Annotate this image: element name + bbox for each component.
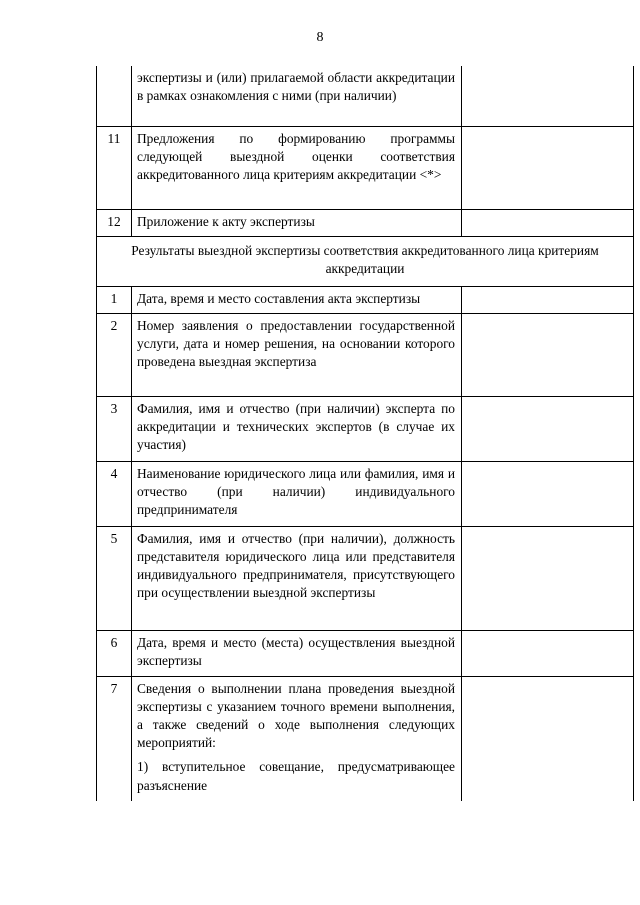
- row-number: 7: [97, 676, 132, 801]
- row-text: экспертизы и (или) прилагаемой области аккредитации в рамках ознакомления с ними (при наличии): [132, 66, 462, 126]
- row-text: Дата, время и место составления акта экспертизы: [132, 286, 462, 313]
- value-cell: [462, 126, 634, 209]
- row-text: Номер заявления о предоставлении государственной услуги, дата и номер решения, на основании которого проведена выездная экспертиза: [132, 313, 462, 396]
- section-heading: Результаты выездной экспертизы соответствия аккредитованного лица критериям аккредитации: [97, 236, 634, 286]
- row-number: 4: [97, 461, 132, 526]
- value-cell: [462, 676, 634, 801]
- value-cell: [462, 526, 634, 630]
- value-cell: [462, 286, 634, 313]
- value-cell: [462, 66, 634, 126]
- row-text-group: [132, 676, 462, 801]
- table-row: [97, 313, 634, 396]
- row-number: 1: [97, 286, 132, 313]
- row-text: Приложение к акту экспертизы: [132, 209, 462, 236]
- value-cell: [462, 209, 634, 236]
- row-text: Предложения по формированию программы следующей выездной оценки соответствия аккредитованного лица критериям аккредитации <*>: [132, 126, 462, 209]
- table-row: [97, 209, 634, 236]
- value-cell: [462, 313, 634, 396]
- value-cell: [462, 461, 634, 526]
- row-text: Фамилия, имя и отчество (при наличии) эксперта по аккредитации и технических экспертов (в случае их участия): [132, 396, 462, 461]
- table-row: [97, 396, 634, 461]
- row-text: Наименование юридического лица или фамилия, имя и отчество (при наличии) индивидуального предпринимателя: [132, 461, 462, 526]
- expertise-act-table: [96, 66, 634, 801]
- table-row: [97, 66, 634, 126]
- table-row: [97, 526, 634, 630]
- row-number: [97, 66, 132, 126]
- row-number: 5: [97, 526, 132, 630]
- row-number: 12: [97, 209, 132, 236]
- row-text: Сведения о выполнении плана проведения выездной экспертизы с указанием точного времени выполнения, а также сведений о ходе выполнения следующих мероприятий:: [137, 680, 455, 751]
- table-row: [97, 630, 634, 676]
- value-cell: [462, 396, 634, 461]
- row-text: Дата, время и место (места) осуществления выездной экспертизы: [132, 630, 462, 676]
- row-number: 2: [97, 313, 132, 396]
- row-subtext: 1) вступительное совещание, предусматривающее разъяснение: [137, 759, 455, 793]
- row-number: 6: [97, 630, 132, 676]
- page-number: 8: [316, 30, 324, 45]
- table-row: [97, 126, 634, 209]
- table-row: [97, 461, 634, 526]
- row-text: Фамилия, имя и отчество (при наличии), должность представителя юридического лица или представителя индивидуального предпринимателя, присутствующего при осуществлении выездной экспертизы: [132, 526, 462, 630]
- section-heading-row: [97, 236, 634, 286]
- row-number: 11: [97, 126, 132, 209]
- table-row: [97, 676, 634, 801]
- row-number: 3: [97, 396, 132, 461]
- table-row: [97, 286, 634, 313]
- value-cell: [462, 630, 634, 676]
